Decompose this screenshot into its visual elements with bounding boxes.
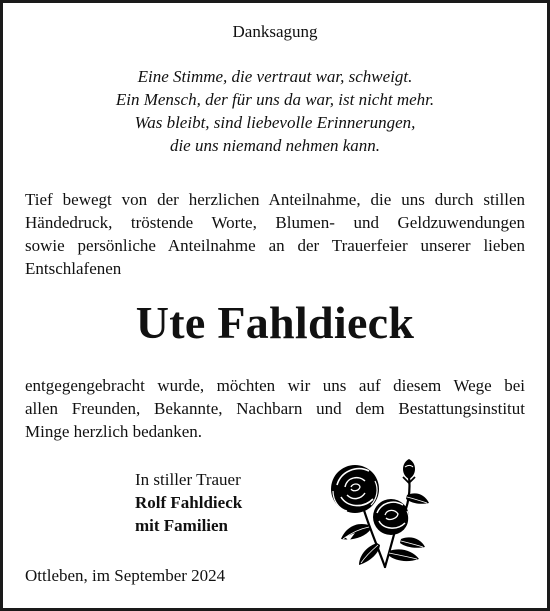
place-date: Ottleben, im September 2024 bbox=[25, 566, 226, 585]
signature-family: mit Familien bbox=[135, 516, 229, 535]
deceased-name: Ute Fahldieck bbox=[135, 297, 415, 348]
poem-line: Was bleibt, sind liebevolle Erinnerungen, bbox=[134, 113, 416, 132]
thanks-line: entgegengebracht wurde, möchten wir uns auf diesem Wege bei bbox=[25, 376, 525, 395]
roses-illustration-icon bbox=[325, 455, 435, 570]
poem bbox=[0, 65, 550, 157]
poem-line: die uns niemand nehmen kann. bbox=[169, 136, 381, 155]
intro-paragraph bbox=[25, 188, 525, 280]
signature-name: Rolf Fahldieck bbox=[135, 493, 243, 512]
thanks-line: Minge herzlich bedanken. bbox=[25, 422, 203, 441]
intro-line: Händedruck, tröstende Worte, Blumen- und Geldzuwendungen bbox=[25, 213, 525, 232]
intro-line: Tief bewegt von der herzlichen Anteilnahme, die uns durch stillen bbox=[25, 190, 525, 209]
notice-heading: Danksagung bbox=[232, 22, 318, 41]
intro-line: sowie persönliche Anteilnahme an der Trauerfeier unserer lieben bbox=[25, 236, 525, 255]
signature-intro: In stiller Trauer bbox=[135, 470, 241, 489]
thanks-line: allen Freunden, Bekannte, Nachbarn und dem Bestattungsinstitut bbox=[25, 399, 525, 418]
poem-line: Eine Stimme, die vertraut war, schweigt. bbox=[137, 67, 413, 86]
intro-line: Entschlafenen bbox=[25, 259, 122, 278]
thanks-paragraph bbox=[25, 374, 525, 443]
poem-line: Ein Mensch, der für uns da war, ist nicht mehr. bbox=[115, 90, 435, 109]
signature-block bbox=[135, 468, 242, 537]
